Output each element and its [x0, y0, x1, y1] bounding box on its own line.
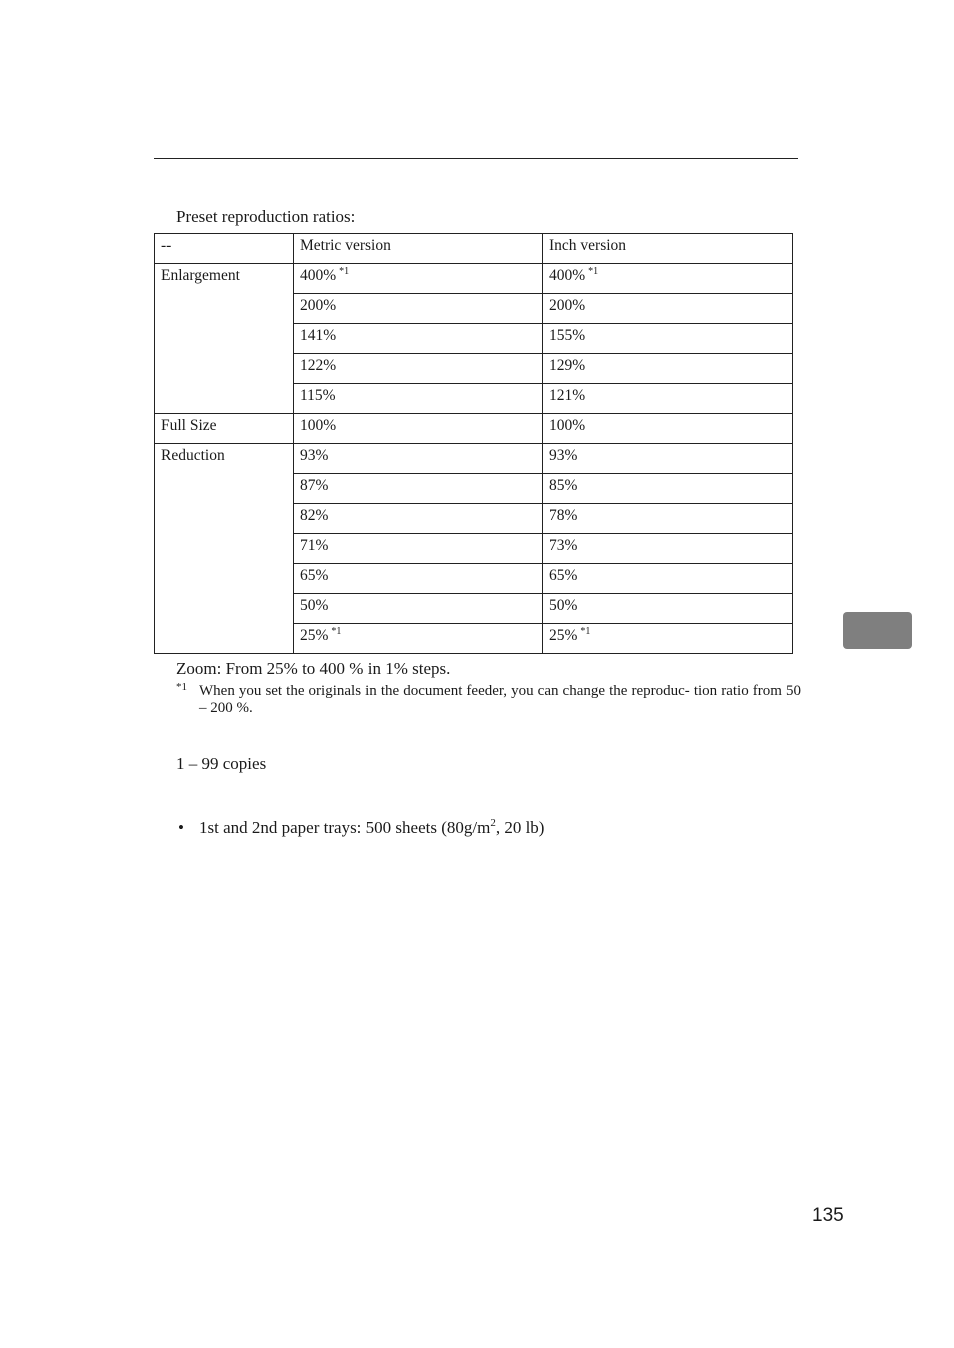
footnote-reference: *1: [339, 266, 350, 277]
zoom-range-text: Zoom: From 25% to 400 % in 1% steps.: [176, 659, 451, 678]
footnote-text: When you set the originals in the document feeder, you can change the reproduc- tion ratio from 50 – 200 %.: [199, 683, 801, 716]
group-label-cell: Full Size: [155, 414, 294, 444]
metric-value-cell: [294, 324, 543, 354]
metric-value-cell: [294, 474, 543, 504]
inch-value: 155%: [549, 327, 586, 344]
bullet-superscript: 2: [490, 817, 496, 829]
inch-value-cell: [543, 324, 793, 354]
copies-range-text: 1 – 99 copies: [176, 754, 267, 773]
footnote-reference: *1: [331, 626, 342, 637]
section-heading: Preset reproduction ratios:: [176, 207, 356, 226]
metric-value-cell: [294, 354, 543, 384]
header-rule: [154, 158, 798, 159]
table-row: [155, 444, 793, 474]
header-cell-metric: Metric version: [294, 234, 543, 264]
metric-value-cell: [294, 564, 543, 594]
group-label-cell: Reduction: [155, 444, 294, 654]
inch-value-cell: [543, 594, 793, 624]
header-cell-category: --: [155, 234, 294, 264]
metric-value: 65%: [300, 567, 329, 584]
metric-value-cell: [294, 504, 543, 534]
inch-value: 400%: [549, 267, 586, 284]
metric-value-cell: [294, 624, 543, 654]
inch-value: 78%: [549, 507, 578, 524]
inch-value: 100%: [549, 417, 586, 434]
metric-value: 200%: [300, 297, 337, 314]
table-row: [155, 414, 793, 444]
inch-value: 25%: [549, 627, 578, 644]
inch-value: 85%: [549, 477, 578, 494]
inch-value: 73%: [549, 537, 578, 554]
inch-value-cell: [543, 264, 793, 294]
metric-value-cell: [294, 294, 543, 324]
metric-value-cell: [294, 534, 543, 564]
metric-value: 87%: [300, 477, 329, 494]
inch-value-cell: [543, 624, 793, 654]
inch-value-cell: [543, 414, 793, 444]
page-number: 135: [812, 1205, 844, 1226]
metric-value-cell: [294, 414, 543, 444]
bullet-symbol: •: [178, 818, 184, 837]
inch-value: 121%: [549, 387, 586, 404]
footnote-reference: *1: [580, 626, 591, 637]
inch-value: 65%: [549, 567, 578, 584]
inch-value-cell: [543, 504, 793, 534]
bullet-text-before: 1st and 2nd paper trays: 500 sheets (80g/m: [199, 818, 491, 837]
inch-value: 129%: [549, 357, 586, 374]
metric-value-cell: [294, 384, 543, 414]
metric-value-cell: [294, 264, 543, 294]
inch-value-cell: [543, 534, 793, 564]
header-cell-inch: Inch version: [543, 234, 793, 264]
inch-value: 200%: [549, 297, 586, 314]
inch-value-cell: [543, 384, 793, 414]
metric-value: 141%: [300, 327, 337, 344]
paper-tray-capacity: [199, 818, 544, 838]
metric-value: 100%: [300, 417, 337, 434]
bullet-text-after: , 20 lb): [495, 818, 545, 837]
group-label-cell: Enlargement: [155, 264, 294, 414]
inch-value-cell: [543, 294, 793, 324]
metric-value: 71%: [300, 537, 329, 554]
table-row: [155, 264, 793, 294]
inch-value-cell: [543, 444, 793, 474]
metric-value: 93%: [300, 447, 329, 464]
metric-value: 122%: [300, 357, 337, 374]
metric-value: 82%: [300, 507, 329, 524]
metric-value-cell: [294, 444, 543, 474]
inch-value-cell: [543, 474, 793, 504]
footnote-reference: *1: [588, 266, 599, 277]
metric-value: 25%: [300, 627, 329, 644]
metric-value-cell: [294, 594, 543, 624]
reproduction-ratio-table: [154, 233, 793, 654]
inch-value-cell: [543, 564, 793, 594]
metric-value: 400%: [300, 267, 337, 284]
inch-value: 50%: [549, 597, 578, 614]
metric-value: 115%: [300, 387, 336, 404]
metric-value: 50%: [300, 597, 329, 614]
table-header-row: [155, 234, 793, 264]
footnote-mark: *1: [176, 681, 187, 693]
inch-value-cell: [543, 354, 793, 384]
inch-value: 93%: [549, 447, 578, 464]
chapter-tab: [843, 612, 912, 649]
